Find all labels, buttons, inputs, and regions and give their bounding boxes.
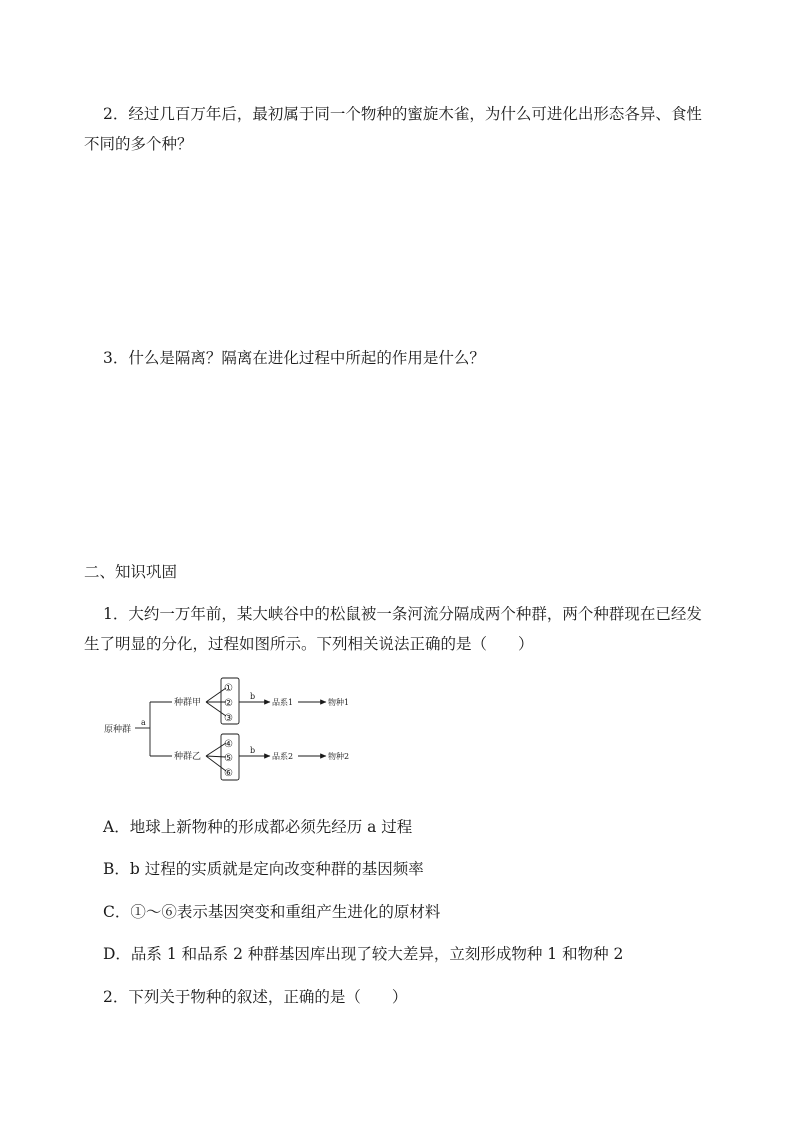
population-2-label: 种群乙	[174, 752, 202, 762]
option-c: C．①～⑥表示基因突变和重组产生进化的原材料	[103, 903, 441, 921]
population-1-label: 种群甲	[174, 698, 202, 708]
variant-5: ⑤	[224, 753, 233, 764]
section-heading: 二、知识巩固	[84, 563, 178, 581]
variant-4: ④	[224, 739, 233, 750]
variant-2: ②	[224, 698, 233, 709]
exercise-1-line1: 1．大约一万年前，某大峡谷中的松鼠被一条河流分隔成两个种群，两个种群现在已经发	[103, 605, 702, 623]
option-d: D．品系 1 和品系 2 种群基因库出现了较大差异，立刻形成物种 1 和物种 2	[103, 945, 624, 963]
process-b-label-2: b	[250, 746, 256, 755]
question-2-line2: 不同的多个种？	[84, 135, 193, 153]
exercise-1-line2: 生了明显的分化，过程如图所示。下列相关说法正确的是（ ）	[84, 635, 534, 653]
strain-1-label: 品系1	[272, 698, 294, 707]
variant-6: ⑥	[224, 768, 233, 779]
origin-population-label: 原种群	[104, 725, 132, 735]
exercise-2: 2．下列关于物种的叙述，正确的是（ ）	[103, 988, 408, 1006]
species-2-label: 物种2	[328, 752, 350, 761]
variant-1: ①	[224, 683, 233, 694]
speciation-diagram	[100, 672, 380, 792]
species-1-label: 物种1	[328, 698, 350, 707]
variant-3: ③	[224, 713, 233, 724]
question-3: 3．什么是隔离？隔离在进化过程中所起的作用是什么？	[103, 349, 485, 367]
process-a-label: a	[141, 718, 146, 727]
strain-2-label: 品系2	[272, 752, 294, 761]
question-2-line1: 2．经过几百万年后，最初属于同一个物种的蜜旋木雀，为什么可进化出形态各异、食性	[103, 105, 702, 123]
process-b-label-1: b	[250, 692, 256, 701]
option-a: A．地球上新物种的形成都必须先经历 a 过程	[103, 818, 413, 836]
option-b: B．b 过程的实质就是定向改变种群的基因频率	[103, 860, 424, 878]
